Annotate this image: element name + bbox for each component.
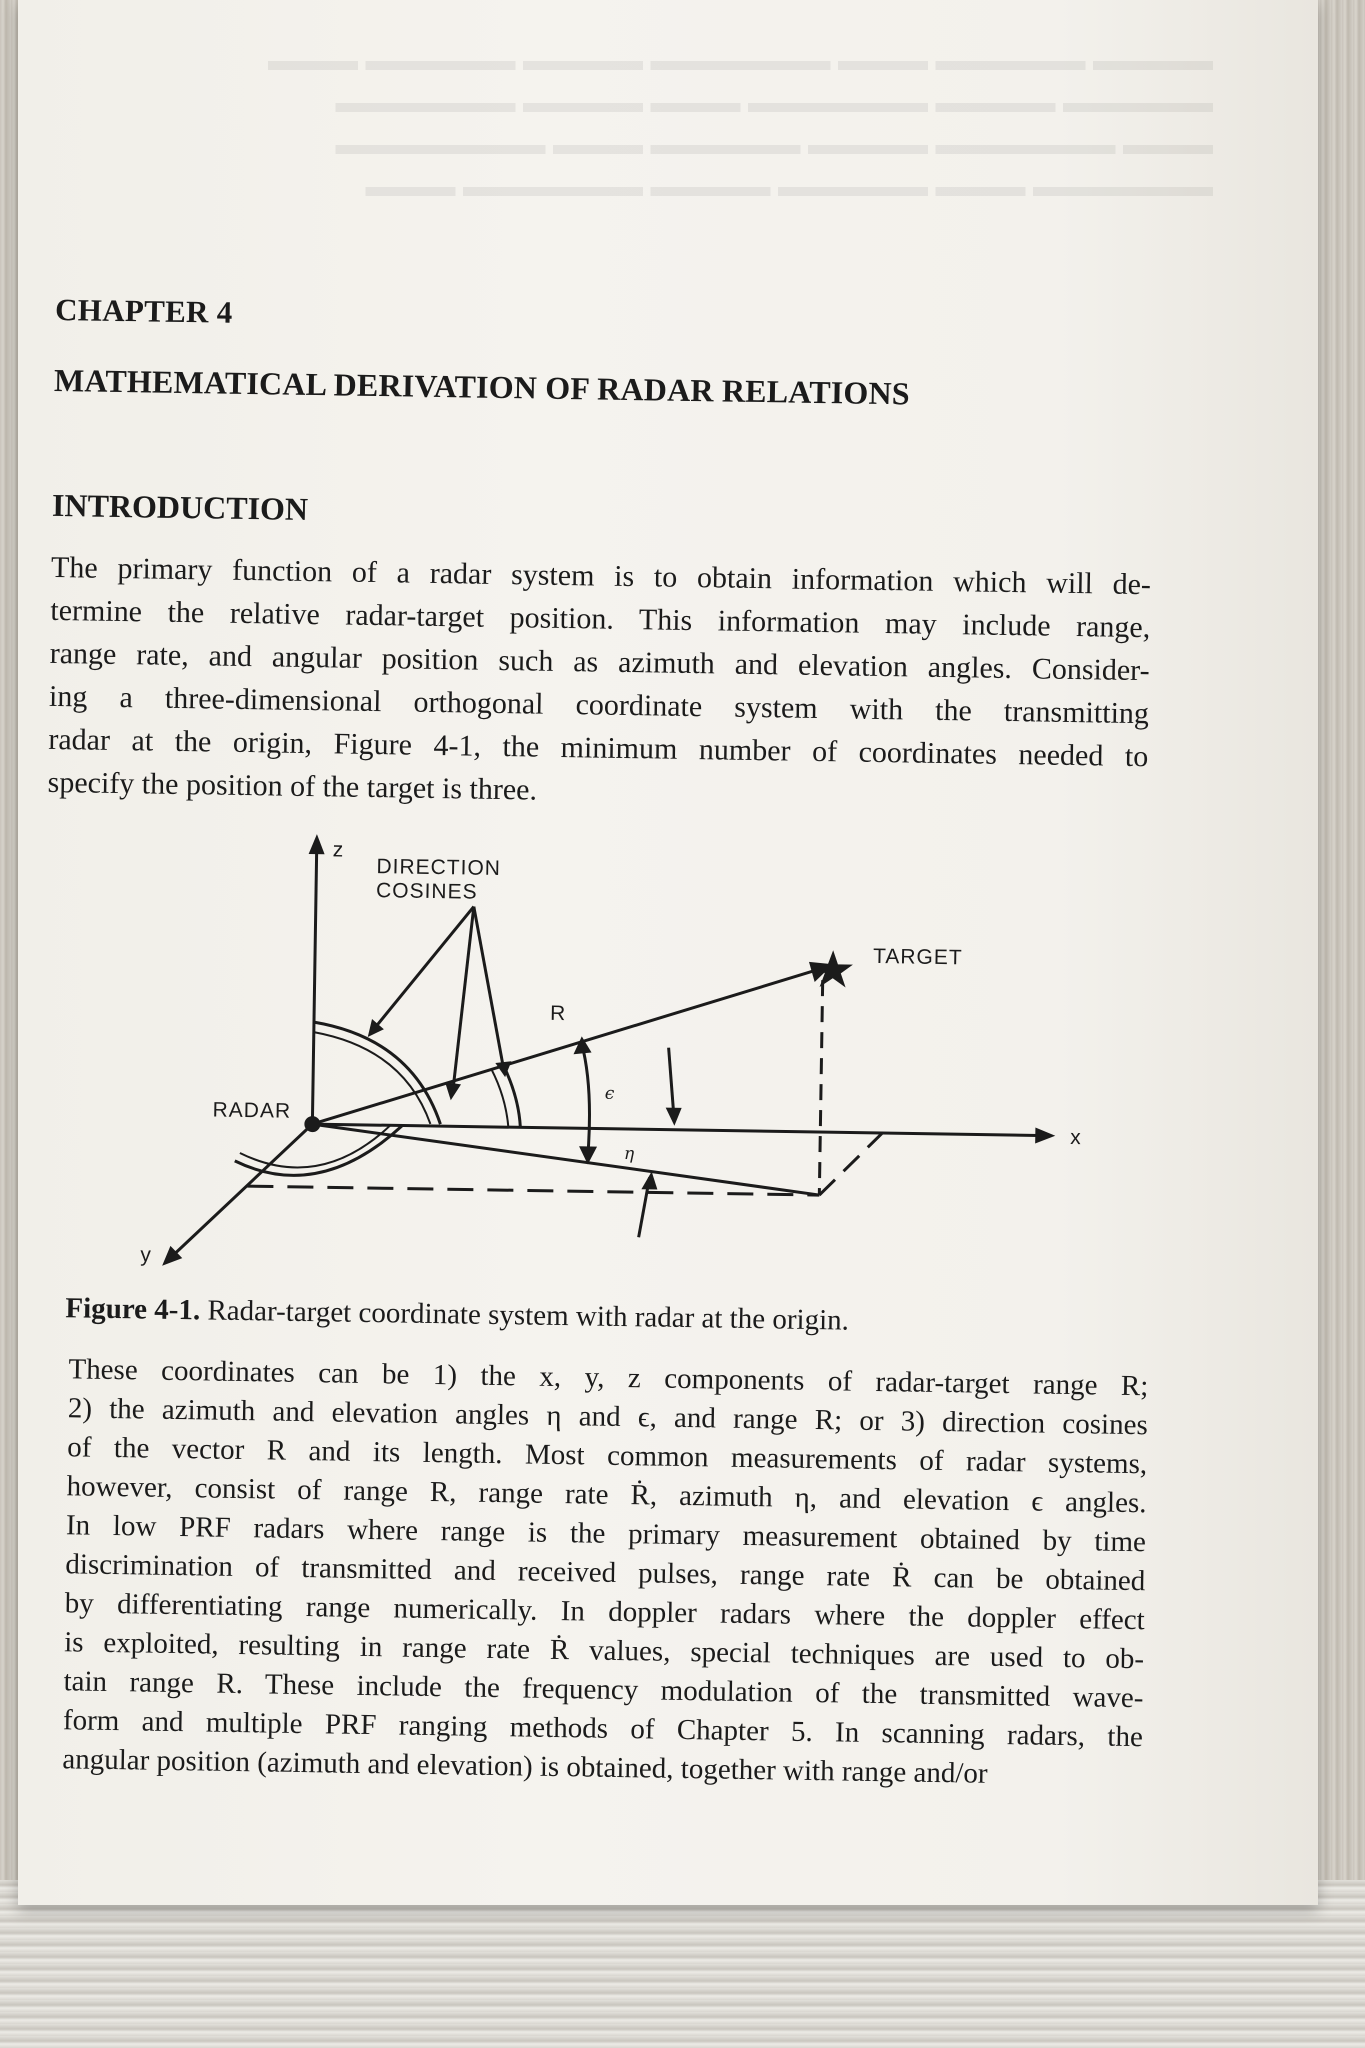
- y-parallel-dashed: [247, 1186, 819, 1195]
- caption-number: Figure 4-1.: [65, 1292, 201, 1327]
- body-paragraph: [62, 1350, 1149, 1796]
- section-heading: INTRODUCTION: [51, 486, 309, 527]
- pointer-line: [453, 906, 474, 1090]
- pointer-line: [471, 907, 506, 1067]
- elevation-marker-arrowhead: [665, 1108, 681, 1126]
- body-line: 2) the azimuth and elevation angles η and ϵ, and range R; or 3) direction cosines: [67, 1392, 1148, 1442]
- intro-line: radar at the origin, Figure 4-1, the minimum number of coordinates needed to: [48, 722, 1149, 774]
- direction-cosines-label-line2: COSINES: [375, 879, 478, 904]
- intro-line: range rate, and angular position such as azimuth and elevation angles. Consider-: [49, 636, 1150, 688]
- bleed-through-texture: ▬▬▬▬ ▬▬▬▬▬ ▬▬▬ ▬▬▬▬▬▬ ▬▬▬▬ ▬▬▬▬▬ ▬▬▬ ▬▬▬▬▬ ▬▬▬▬ ▬▬▬▬▬▬ ▬▬▬ ▬▬▬▬ ▬▬▬▬▬▬ ▬▬▬ ▬▬▬▬▬▬ ▬▬▬▬ ▬▬▬▬▬ ▬▬▬ ▬▬▬▬▬▬▬ ▬▬▬▬▬▬ ▬▬▬ ▬▬▬▬▬ ▬▬▬▬ ▬▬▬▬▬▬ ▬▬▬: [268, 44, 1213, 203]
- radar-label: RADAR: [212, 1098, 292, 1123]
- page-content: [47, 0, 1170, 1790]
- azimuth-marker-arrowhead: [641, 1171, 657, 1189]
- pointer-arrowhead: [445, 1082, 461, 1100]
- elevation-arrow-line: [668, 1048, 675, 1113]
- pointer-line: [374, 905, 474, 1031]
- wooden-surface: [0, 1880, 1365, 2048]
- z-axis-arrow: [309, 834, 325, 854]
- z-axis: [312, 842, 316, 1124]
- chapter-title: MATHEMATICAL DERIVATION OF RADAR RELATIONS: [53, 361, 911, 412]
- figure-caption: [65, 1292, 849, 1337]
- body-line: by differentiating range numerically. In doppler radars where the doppler effect: [64, 1587, 1145, 1637]
- ground-projection: [311, 1124, 820, 1195]
- body-line: is exploited, resulting in range rate Ṙ values, special techniques are used to ob-: [63, 1626, 1145, 1676]
- xz-double-arc-inner: [312, 1032, 431, 1124]
- body-line: of the vector R and its length. Most common measurements of radar systems,: [67, 1431, 1148, 1481]
- body-line: In low PRF radars where range is the primary measurement obtained by time: [65, 1509, 1147, 1559]
- intro-line: ing a three-dimensional orthogonal coordinate system with the transmitting: [48, 679, 1150, 731]
- body-line: form and multiple PRF ranging methods of Chapter 5. In scanning radars, the: [62, 1704, 1144, 1754]
- body-line: tain range R. These include the frequency modulation of the transmitted wave-: [63, 1665, 1144, 1715]
- book-page: [18, 0, 1318, 1905]
- body-line: discrimination of transmitted and received pulses, range rate Ṙ can be obtained: [65, 1548, 1146, 1598]
- y-axis-label: y: [140, 1243, 152, 1267]
- intro-line: specify the position of the target is three.: [47, 765, 538, 807]
- intro-paragraph: [47, 546, 1151, 821]
- figure-4-1: [138, 829, 1105, 1304]
- caption-text: Radar-target coordinate system with radar at the origin.: [199, 1294, 850, 1337]
- range-label: R: [549, 1001, 567, 1026]
- chapter-label: CHAPTER 4: [54, 291, 233, 330]
- range-vector: [312, 960, 823, 1132]
- intro-line: termine the relative radar-target position. This information may include range,: [50, 593, 1151, 645]
- direction-cosines-label-line1: DIRECTION: [376, 855, 502, 881]
- y-axis: [168, 1122, 312, 1262]
- z-axis-label: z: [332, 838, 345, 862]
- elevation-arc: [580, 1043, 591, 1154]
- xz-double-arc-outer: [312, 1022, 442, 1124]
- body-line: These coordinates can be 1) the x, y, z components of radar-target range R;: [68, 1353, 1149, 1403]
- rx-double-arc-inner: [490, 1069, 509, 1127]
- coordinate-diagram: [138, 829, 1105, 1304]
- azimuth-label: η: [623, 1144, 635, 1165]
- x-axis: [312, 1124, 1045, 1136]
- x-parallel-dashed: [819, 1132, 882, 1196]
- body-line: however, consist of range R, range rate Ṙ, azimuth η, and elevation ϵ angles.: [66, 1470, 1147, 1520]
- intro-line: The primary function of a radar system is to obtain information which will de-: [50, 550, 1152, 602]
- target-drop-line: [819, 980, 822, 1195]
- body-line: angular position (azimuth and elevation) is obtained, together with range and/or: [62, 1743, 988, 1790]
- x-axis-arrow: [1035, 1127, 1055, 1143]
- xy-double-arc-outer: [235, 1123, 403, 1177]
- x-axis-label: x: [1070, 1126, 1082, 1150]
- elevation-label: ϵ: [604, 1083, 615, 1104]
- target-label: TARGET: [872, 944, 963, 970]
